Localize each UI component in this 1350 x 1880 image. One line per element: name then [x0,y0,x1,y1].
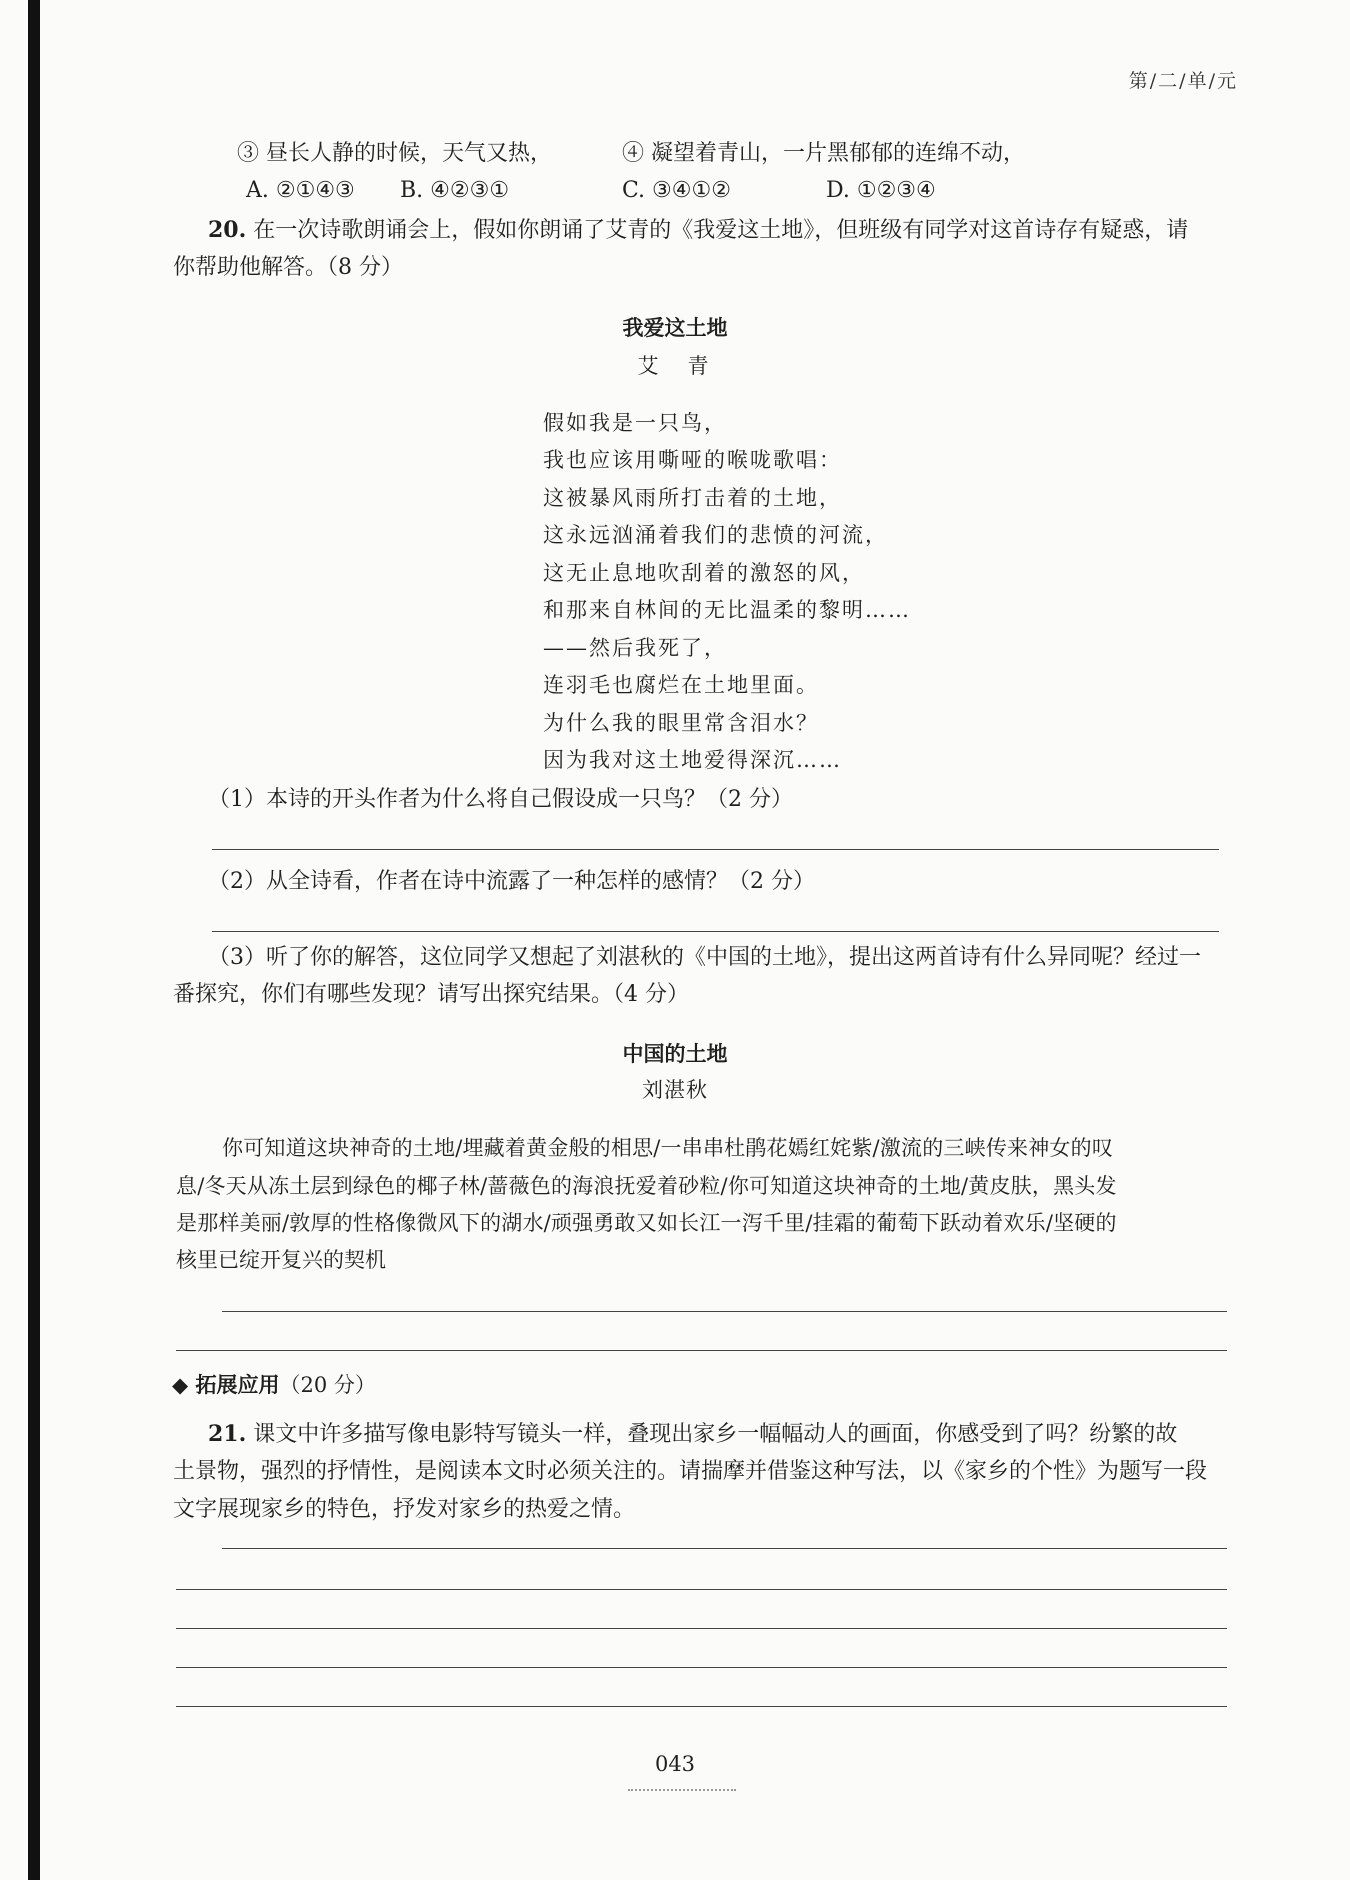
q21-prompt-line-3: 文字展现家乡的特色，抒发对家乡的热爱之情。 [173,1497,636,1522]
poem1-line: 这无止息地吹刮着的激怒的风， [543,561,865,585]
poem1-line: 这被暴风雨所打击着的土地， [543,486,842,510]
q20-subquestion-3-line-2: 番探究，你们有哪些发现？请写出探究结果。（4 分） [173,982,689,1007]
answer-line[interactable] [212,931,1219,932]
poem1-title: 我爱这土地 [622,316,728,340]
poem1-line: 连羽毛也腐烂在土地里面。 [543,673,819,697]
diamond-bullet-icon: ◆ [172,1373,189,1397]
q20-subquestion-2: （2）从全诗看，作者在诗中流露了一种怎样的感情？（2 分） [208,869,815,894]
poem2-author: 刘湛秋 [642,1078,708,1102]
q19-option-line-3: ③ 昼长人静的时候，天气又热， [237,141,552,166]
answer-line[interactable] [176,1628,1227,1629]
q20-subquestion-1: （1）本诗的开头作者为什么将自己假设成一只鸟？（2 分） [208,787,793,812]
q21-number: 21. [208,1421,247,1447]
q19-choice-b: B. ④②③① [400,178,510,203]
q19-choice-d: D. ①②③④ [826,178,936,203]
poem1-author: 艾 青 [637,354,713,378]
scan-spine-edge [28,0,40,1880]
page-number-underline [628,1789,736,1791]
answer-line[interactable] [176,1667,1227,1668]
poem2-title: 中国的土地 [622,1042,728,1066]
q21-prompt-line-1 [208,1418,1177,1451]
q20-prompt-line-1 [208,214,1188,247]
answer-line[interactable] [176,1350,1227,1351]
answer-line[interactable] [176,1706,1227,1707]
poem2-line: 息/冬天从冻土层到绿色的椰子林/蔷薇色的海浪抚爱着砂粒/你可知道这块神奇的土地/黄皮肤，黑头发 [176,1174,1117,1198]
section-title: 拓展应用 [195,1373,280,1397]
poem1-line: 我也应该用嘶哑的喉咙歌唱： [543,448,842,472]
q19-option-line-4: ④ 凝望着青山，一片黑郁郁的连绵不动， [622,141,1025,166]
q20-prompt-line-2: 你帮助他解答。（8 分） [173,255,403,280]
answer-line[interactable] [212,849,1219,850]
answer-line[interactable] [176,1589,1227,1590]
q19-choice-c: C. ③④①② [622,178,731,203]
page-number: 043 [654,1752,696,1776]
unit-header: 第/二/单/元 [1128,70,1238,92]
q21-prompt-line-2: 土景物，强烈的抒情性，是阅读本文时必须关注的。请揣摩并借鉴这种写法，以《家乡的个性》为题写一段 [173,1459,1208,1484]
answer-line[interactable] [222,1311,1227,1312]
q21-text: 课文中许多描写像电影特写镜头一样，叠现出家乡一幅幅动人的画面，你感受到了吗？纷繁的故 [253,1422,1178,1447]
poem1-line: 为什么我的眼里常含泪水？ [543,711,819,735]
section-points: （20 分） [279,1373,376,1397]
poem2-line: 是那样美丽/敦厚的性格像微风下的湖水/顽强勇敢又如长江一泻千里/挂霜的葡萄下跃动着欢乐/坚硬的 [176,1211,1117,1235]
q20-text: 在一次诗歌朗诵会上，假如你朗诵了艾青的《我爱这土地》，但班级有同学对这首诗存有疑惑，请 [253,218,1189,243]
q20-number: 20. [208,217,247,243]
poem2-line: 核里已绽开复兴的契机 [176,1248,386,1272]
poem2-line: 你可知道这块神奇的土地/埋藏着黄金般的相思/一串串杜鹃花嫣红姹紫/激流的三峡传来神女的叹 [222,1136,1114,1160]
poem1-line: 这永远汹涌着我们的悲愤的河流， [543,523,888,547]
q19-choice-a: A. ②①④③ [246,178,355,203]
q20-subquestion-3-line-1: （3）听了你的解答，这位同学又想起了刘湛秋的《中国的土地》，提出这两首诗有什么异同呢？经过一 [208,945,1202,970]
poem1-line: 因为我对这土地爱得深沉…… [543,748,842,772]
poem1-line: 假如我是一只鸟， [543,411,727,435]
poem1-line: ——然后我死了， [543,636,727,660]
answer-line[interactable] [222,1548,1227,1549]
section-heading [172,1369,376,1399]
poem1-line: 和那来自林间的无比温柔的黎明…… [543,598,911,622]
